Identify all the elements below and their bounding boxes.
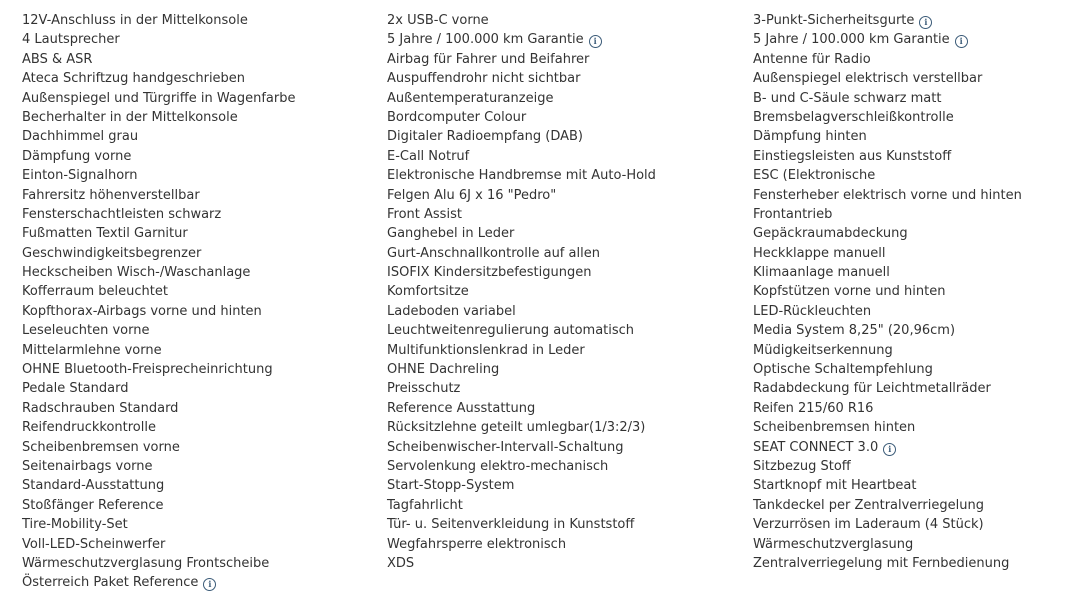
equipment-item-label: E-Call Notruf [387,148,470,164]
equipment-item [753,89,1080,108]
equipment-item [22,205,372,224]
equipment-item [22,535,372,554]
equipment-item-label: Einstiegsleisten aus Kunststoff [753,148,952,164]
equipment-item-label: Mittelarmlehne vorne [22,342,162,358]
equipment-item [22,573,372,592]
equipment-item-label: Kofferraum beleuchtet [22,284,168,300]
equipment-item-label: Fußmatten Textil Garnitur [22,226,188,242]
equipment-item [387,496,737,515]
equipment-item-label: Ganghebel in Leder [387,226,515,242]
equipment-item [387,263,737,282]
equipment-item [22,89,372,108]
equipment-item-label: Leuchtweitenregulierung automatisch [387,323,635,339]
equipment-item-label: Ateca Schriftzug handgeschrieben [22,71,246,87]
equipment-item-label: 2x USB-C vorne [387,13,489,28]
equipment-item-label: Fensterschachtleisten schwarz [22,206,222,222]
equipment-item [387,302,737,321]
equipment-item [387,224,737,243]
equipment-item-label: Multifunktionslenkrad in Leder [387,342,585,358]
equipment-item [387,166,737,185]
equipment-item [753,379,1080,398]
equipment-item-label: Scheibenbremsen hinten [753,420,916,436]
equipment-item-label: Tire-Mobility-Set [22,517,128,533]
equipment-item [753,360,1080,379]
equipment-item-label: Media System 8,25" (20,96cm) [753,323,956,339]
equipment-item [22,496,372,515]
equipment-item [753,321,1080,340]
equipment-item [753,476,1080,495]
equipment-item [387,399,737,418]
equipment-item-label: Elektronische Handbremse mit Auto-Hold [387,168,656,184]
info-circle-icon[interactable]: i [203,578,216,591]
equipment-item [387,457,737,476]
equipment-item [22,379,372,398]
equipment-item [387,147,737,166]
equipment-item [22,321,372,340]
equipment-item [753,50,1080,69]
equipment-item [387,418,737,437]
equipment-item [753,30,1080,49]
equipment-list [0,11,1080,603]
equipment-item-label: Tagfahrlicht [387,497,463,513]
equipment-item [387,127,737,146]
equipment-item-label: 5 Jahre / 100.000 km Garantie [387,32,584,48]
equipment-item-label: Klimaanlage manuell [753,265,890,281]
equipment-item [753,108,1080,127]
equipment-item [22,147,372,166]
equipment-item-label: Wegfahrsperre elektronisch [387,536,567,552]
equipment-item [753,496,1080,515]
equipment-item-label: Außenspiegel und Türgriffe in Wagenfarbe [22,90,296,106]
equipment-item-label: Müdigkeitserkennung [753,342,893,358]
equipment-item-label: Digitaler Radioempfang (DAB) [387,129,583,145]
equipment-item-label: Antenne für Radio [753,51,871,67]
equipment-item-label: Felgen Alu 6J x 16 "Pedro" [387,187,557,203]
info-circle-icon[interactable]: i [919,16,932,29]
equipment-item [22,244,372,263]
equipment-item [387,69,737,88]
equipment-item [387,554,737,573]
equipment-item-label: Tür- u. Seitenverkleidung in Kunststoff [387,517,635,533]
equipment-item [387,50,737,69]
equipment-item [22,515,372,534]
equipment-item [753,186,1080,205]
equipment-item [753,263,1080,282]
equipment-item [22,438,372,457]
equipment-item [387,515,737,534]
equipment-item [753,535,1080,554]
equipment-item [22,554,372,573]
equipment-item-label: Pedale Standard [22,381,129,397]
equipment-item-label: ESC (Elektronische [753,168,876,184]
equipment-column-3 [753,11,1080,573]
equipment-item-label: Gurt-Anschnallkontrolle auf allen [387,245,600,261]
info-circle-icon[interactable]: i [883,443,896,456]
equipment-item-label: Bremsbelagverschleißkontrolle [753,109,954,125]
equipment-item-label: Kopfthorax-Airbags vorne und hinten [22,303,262,319]
equipment-item [387,186,737,205]
equipment-item [22,418,372,437]
equipment-item-label: Heckklappe manuell [753,245,886,261]
equipment-item-label: Zentralverriegelung mit Fernbedienung [753,555,1010,571]
equipment-item [22,302,372,321]
equipment-item [387,89,737,108]
equipment-item [753,302,1080,321]
equipment-column-2 [387,11,737,573]
equipment-item-label: OHNE Dachreling [387,362,500,378]
equipment-item-label: XDS [387,555,415,571]
equipment-item [753,205,1080,224]
equipment-item-label: Heckscheiben Wisch-/Waschanlage [22,265,251,281]
equipment-item [22,30,372,49]
equipment-item [387,11,737,30]
equipment-item-label: ISOFIX Kindersitzbefestigungen [387,265,592,281]
equipment-item [22,224,372,243]
equipment-item-label: Gepäckraumabdeckung [753,226,908,242]
equipment-item-label: 12V-Anschluss in der Mittelkonsole [22,13,248,28]
equipment-item-label: Start-Stopp-System [387,478,515,494]
equipment-item-label: Rücksitzlehne geteilt umlegbar(1/3:2/3) [387,420,646,436]
equipment-item [387,360,737,379]
equipment-item [387,341,737,360]
equipment-item [753,244,1080,263]
equipment-item-label: Scheibenwischer-Intervall-Schaltung [387,439,624,455]
equipment-item [22,399,372,418]
equipment-item [753,438,1080,457]
equipment-item [22,263,372,282]
equipment-item-label: Front Assist [387,206,462,222]
equipment-item [387,108,737,127]
equipment-item [22,341,372,360]
equipment-item-label: Außenspiegel elektrisch verstellbar [753,71,983,87]
equipment-item-label: Reifen 215/60 R16 [753,400,874,416]
info-circle-icon[interactable]: i [955,35,968,48]
equipment-item-label: Geschwindigkeitsbegrenzer [22,245,202,261]
equipment-item [387,205,737,224]
equipment-item-label: Fahrersitz höhenverstellbar [22,187,200,203]
equipment-item [753,399,1080,418]
equipment-item-label: Seitenairbags vorne [22,458,153,474]
equipment-item [753,127,1080,146]
equipment-item-label: Einton-Signalhorn [22,168,138,184]
equipment-item-label: Reifendruckkontrolle [22,420,156,436]
equipment-item [22,360,372,379]
equipment-item [753,341,1080,360]
equipment-item-label: Tankdeckel per Zentralverriegelung [753,497,984,513]
equipment-item-label: Auspuffendrohr nicht sichtbar [387,71,581,87]
equipment-item [387,379,737,398]
equipment-item [387,282,737,301]
equipment-item-label: Stoßfänger Reference [22,497,164,513]
equipment-item-label: Optische Schaltempfehlung [753,362,933,378]
equipment-item [22,50,372,69]
equipment-item-label: SEAT CONNECT 3.0 [753,439,879,455]
equipment-item [753,147,1080,166]
equipment-item-label: Dachhimmel grau [22,129,139,145]
equipment-item-label: OHNE Bluetooth-Freisprecheinrichtung [22,362,273,378]
equipment-item-label: Standard-Ausstattung [22,478,165,494]
equipment-item [753,282,1080,301]
equipment-item-label: ABS & ASR [22,51,93,67]
equipment-item [753,515,1080,534]
equipment-item-label: Frontantrieb [753,206,833,222]
equipment-item-label: 4 Lautsprecher [22,32,120,48]
equipment-item-label: Sitzbezug Stoff [753,458,851,474]
equipment-item-label: Bordcomputer Colour [387,109,527,125]
equipment-item-label: LED-Rückleuchten [753,303,872,319]
equipment-item [22,11,372,30]
equipment-item [753,11,1080,30]
equipment-item [753,457,1080,476]
equipment-column-1 [22,11,372,593]
equipment-item-label: Komfortsitze [387,284,469,300]
equipment-item [22,127,372,146]
equipment-item-label: Scheibenbremsen vorne [22,439,180,455]
equipment-item [753,554,1080,573]
equipment-item [387,438,737,457]
equipment-item-label: Dämpfung vorne [22,148,132,164]
equipment-item [22,476,372,495]
equipment-item-label: 5 Jahre / 100.000 km Garantie [753,32,950,48]
equipment-item [22,457,372,476]
equipment-item-label: Wärmeschutzverglasung [753,536,914,552]
equipment-item-label: Österreich Paket Reference [22,575,199,591]
equipment-item [22,186,372,205]
equipment-item-label: Kopfstützen vorne und hinten [753,284,946,300]
equipment-item-label: Airbag für Fahrer und Beifahrer [387,51,590,67]
equipment-item [753,418,1080,437]
equipment-item-label: 3-Punkt-Sicherheitsgurte [753,13,915,28]
equipment-item-label: B- und C-Säule schwarz matt [753,90,942,106]
equipment-item-label: Radabdeckung für Leichtmetallräder [753,381,991,397]
equipment-item-label: Leseleuchten vorne [22,323,150,339]
equipment-item-label: Servolenkung elektro-mechanisch [387,458,609,474]
equipment-item-label: Startknopf mit Heartbeat [753,478,917,494]
equipment-item-label: Verzurrösen im Laderaum (4 Stück) [753,517,984,533]
equipment-item-label: Voll-LED-Scheinwerfer [22,536,166,552]
equipment-item [753,69,1080,88]
equipment-item [387,244,737,263]
equipment-item [387,535,737,554]
info-circle-icon[interactable]: i [589,35,602,48]
equipment-item [22,282,372,301]
equipment-item-label: Fensterheber elektrisch vorne und hinten [753,187,1022,203]
equipment-item-label: Wärmeschutzverglasung Frontscheibe [22,555,270,571]
equipment-item [387,30,737,49]
equipment-item-label: Reference Ausstattung [387,400,536,416]
equipment-item-label: Außentemperaturanzeige [387,90,554,106]
equipment-item [387,321,737,340]
equipment-item-label: Preisschutz [387,381,461,397]
equipment-item-label: Ladeboden variabel [387,303,516,319]
equipment-item-label: Dämpfung hinten [753,129,867,145]
equipment-item-label: Radschrauben Standard [22,400,179,416]
equipment-item [387,476,737,495]
equipment-item-label: Becherhalter in der Mittelkonsole [22,109,238,125]
equipment-item [22,166,372,185]
equipment-item [753,166,1080,185]
equipment-item [753,224,1080,243]
equipment-item [22,69,372,88]
equipment-item [22,108,372,127]
